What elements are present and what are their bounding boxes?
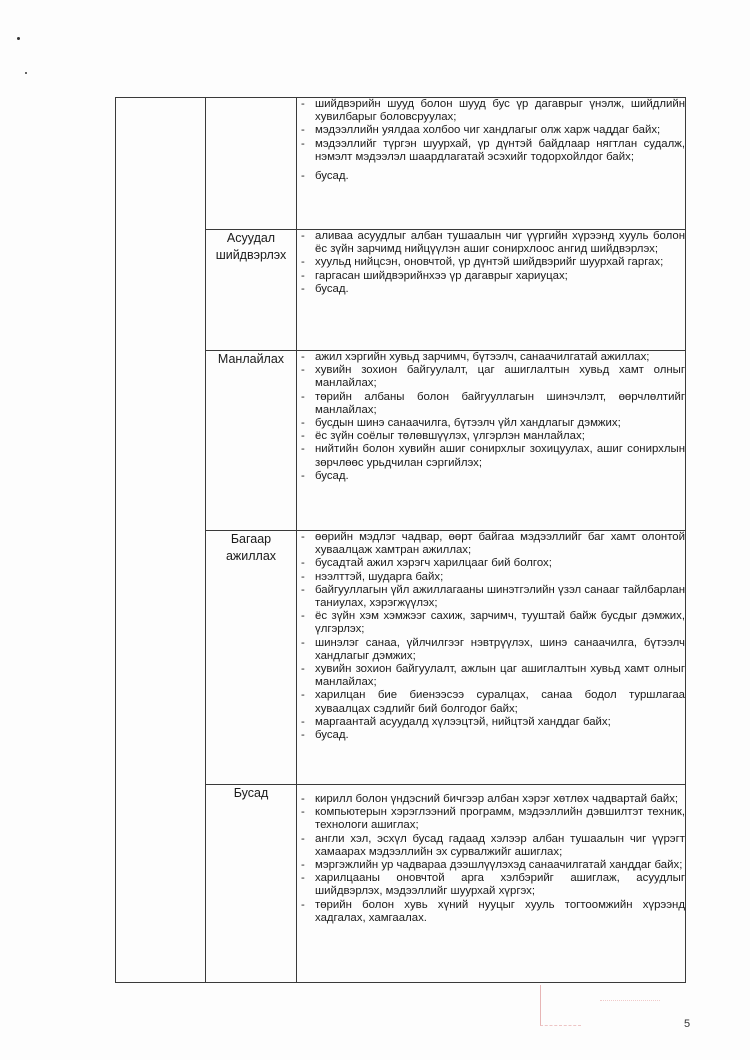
list-item: - бусдын шинэ санаачилга, бүтээлч үйл хандлагыг дэмжих; bbox=[297, 417, 685, 430]
row-label bbox=[206, 98, 297, 230]
row-content bbox=[297, 785, 686, 983]
list-item: - нээлттэй, шударга байх; bbox=[297, 571, 685, 584]
list-item: - англи хэл, эсхүл бусад гадаад хэлээр албан тушаалын чиг үүрэгт хамаарах мэдээллийн эх сурвалжийг ашиглах; bbox=[297, 833, 685, 859]
list-item: - ажил хэргийн хувьд зарчимч, бүтээлч, санаачилгатай ажиллах; bbox=[297, 351, 685, 364]
list-item: - харилцан бие биенээсээ суралцах, санаа бодол туршлагаа хуваалцах сэдлийг бий болгодог байх; bbox=[297, 689, 685, 715]
list-item: - мэдээллийг түргэн шуурхай, үр дүнтэй байдлаар нягтлан судалж, нэмэлт мэдээлэл шаардлагатай эсэхийг тодорхойлдог байх; bbox=[297, 138, 685, 164]
list-item: - хувийн зохион байгуулалт, ажлын цаг ашиглалтын хувьд хамт олныг манлайлах; bbox=[297, 663, 685, 689]
list-item: - ёс зүйн хэм хэмжээг сахиж, зарчимч, тууштай байж бусдыг дэмжих, үлгэрлэх; bbox=[297, 610, 685, 636]
bullet-list bbox=[297, 98, 685, 183]
list-item: - шинэлэг санаа, үйлчилгээг нэвтрүүлэх, шинэ санаачилга, бүтээлч хандлагыг дэмжих; bbox=[297, 637, 685, 663]
list-item: - мэргэжлийн ур чадвараа дээшлүүлэхэд санаачилгатай ханддаг байх; bbox=[297, 859, 685, 872]
list-item: - гаргасан шийдвэрийнхээ үр дагаврыг хариуцах; bbox=[297, 270, 685, 283]
row-label: Бусад bbox=[206, 785, 297, 983]
list-item: - кирилл болон үндэсний бичгээр албан хэрэг хөтлөх чадвартай байх; bbox=[297, 793, 685, 806]
faint-stamp-mark bbox=[540, 985, 581, 1026]
list-item: - хувийн зохион байгуулалт, цаг ашиглалтын хувьд хамт олныг манлайлах; bbox=[297, 364, 685, 390]
list-item: - хуульд нийцсэн, оновчтой, үр дүнтэй шийдвэрийг шуурхай гаргах; bbox=[297, 256, 685, 269]
row-content bbox=[297, 98, 686, 230]
list-item: - маргаантай асуудалд хүлээцтэй, нийцтэй ханддаг байх; bbox=[297, 716, 685, 729]
list-item: - ёс зүйн соёлыг төлөвшүүлэх, үлгэрлэн манлайлах; bbox=[297, 430, 685, 443]
faint-stamp-mark bbox=[600, 1000, 660, 1013]
list-item: - төрийн албаны болон байгууллагын шинэчлэлт, өөрчлөлтийг манлайлах; bbox=[297, 391, 685, 417]
row-label: Асуудал шийдвэрлэх bbox=[206, 230, 297, 351]
bullet-list bbox=[297, 230, 685, 296]
scan-speck bbox=[17, 37, 20, 40]
list-item: - бусад. bbox=[297, 283, 685, 296]
list-item: - бусад. bbox=[297, 170, 685, 183]
table-row bbox=[116, 98, 686, 230]
competency-table bbox=[115, 97, 686, 983]
row-content bbox=[297, 351, 686, 531]
row-content bbox=[297, 230, 686, 351]
blank-column-cell bbox=[116, 98, 206, 983]
list-item: - бусад. bbox=[297, 729, 685, 742]
page-number: 5 bbox=[684, 1018, 691, 1030]
list-item: - бусадтай ажил хэрэгч харилцааг бий болгох; bbox=[297, 557, 685, 570]
bullet-list bbox=[297, 793, 685, 925]
row-content bbox=[297, 531, 686, 785]
list-item: - байгууллагын үйл ажиллагааны шинэтгэлийн үзэл санааг тайлбарлан таниулах, хэрэгжүүлэх; bbox=[297, 584, 685, 610]
list-item: - шийдвэрийн шууд болон шууд бус үр дагаврыг үнэлж, шийдлийн хувилбарыг боловсруулах; bbox=[297, 98, 685, 124]
bullet-list bbox=[297, 351, 685, 483]
row-label: Багаар ажиллах bbox=[206, 531, 297, 785]
list-item: - нийтийн болон хувийн ашиг сонирхлыг зохицуулах, ашиг сонирхлын зөрчлөөс урьдчилан сэргийлэх; bbox=[297, 443, 685, 469]
row-label: Манлайлах bbox=[206, 351, 297, 531]
list-item: - компьютерын хэрэглээний программ, мэдээллийн дэвшилтэт техник, технологи ашиглах; bbox=[297, 806, 685, 832]
list-item: - бусад. bbox=[297, 470, 685, 483]
list-item: - харилцааны оновчтой арга хэлбэрийг ашиглаж, асуудлыг шийдвэрлэх, мэдээллийг шуурхай хүргэх; bbox=[297, 872, 685, 898]
list-item: - төрийн болон хувь хүний нууцыг хууль тогтоомжийн хүрээнд хадгалах, хамгаалах. bbox=[297, 899, 685, 925]
list-item: - мэдээллийн уялдаа холбоо чиг хандлагыг олж харж чаддаг байх; bbox=[297, 124, 685, 137]
bullet-list bbox=[297, 531, 685, 742]
list-item: - аливаа асуудлыг албан тушаалын чиг үүргийн хүрээнд хууль болон ёс зүйн зарчимд нийцүүлэн ашиг сонирхлоос ангид шийдвэрлэх; bbox=[297, 230, 685, 256]
list-item: - өөрийн мэдлэг чадвар, өөрт байгаа мэдээллийг баг хамт олонтой хуваалцаж хамтран ажиллах; bbox=[297, 531, 685, 557]
scan-speck bbox=[25, 72, 27, 74]
